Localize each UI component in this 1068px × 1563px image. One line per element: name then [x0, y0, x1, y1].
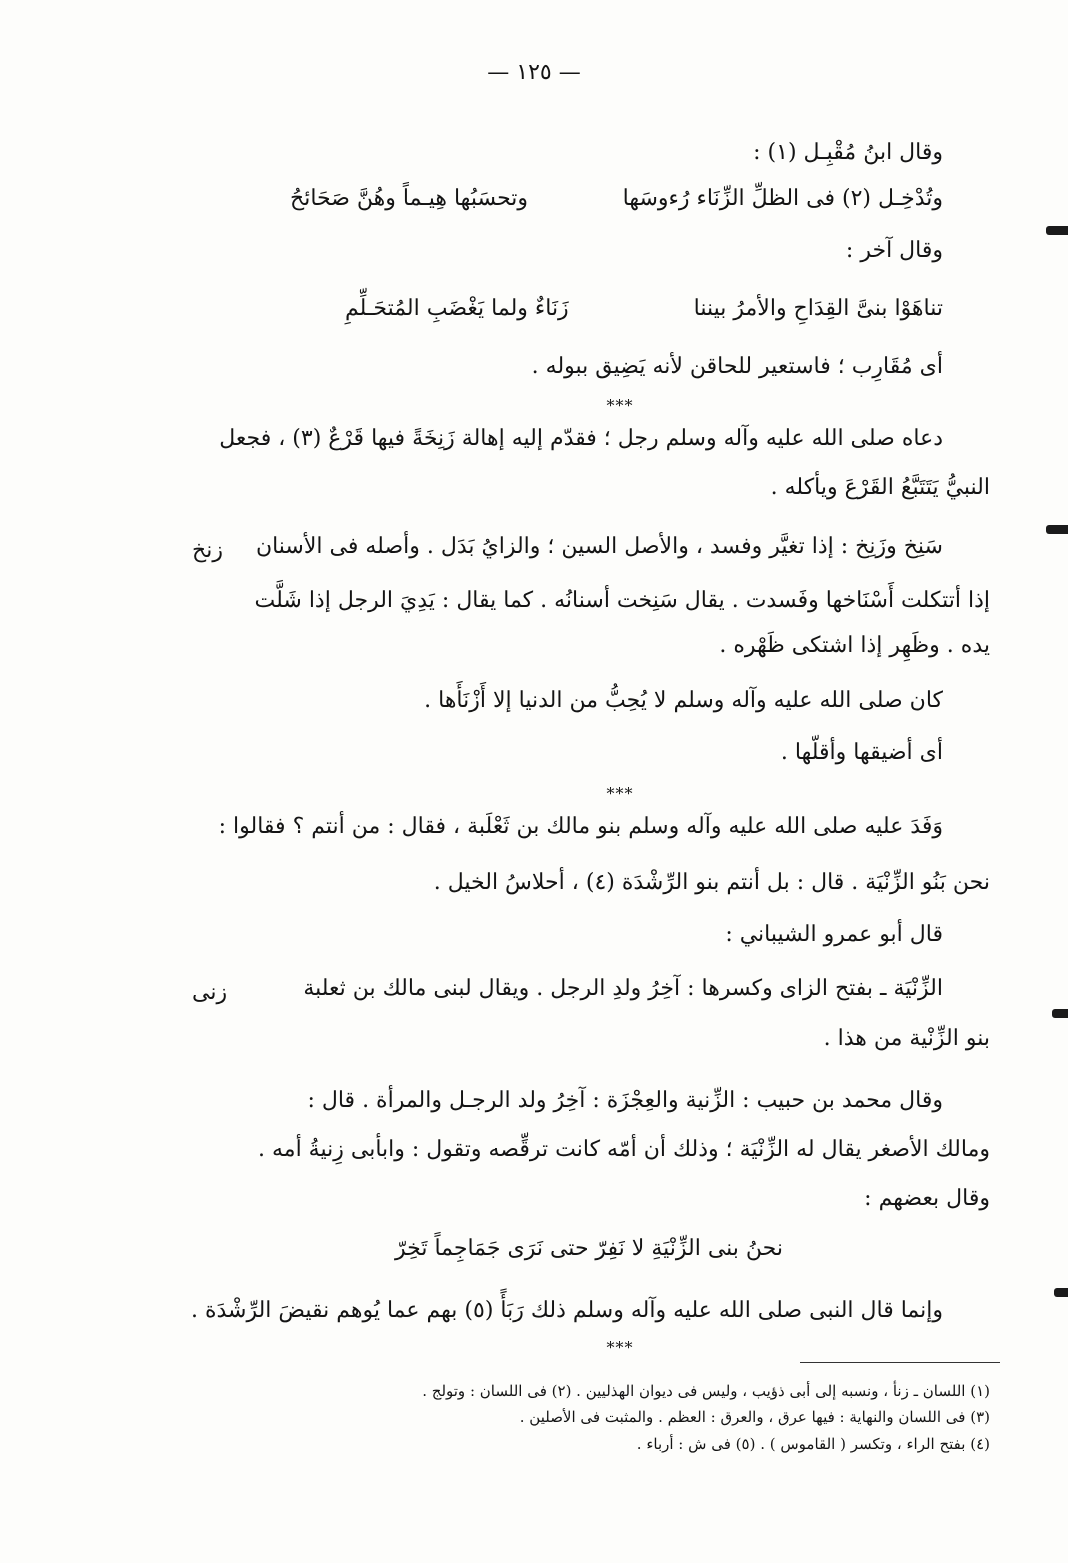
verse-hemistich-first: تناهَوْا بنىَّ القِدَاحِ والأمرُ بيننا — [693, 296, 943, 321]
text-line: بنو الزِّنْية من هذا . — [823, 1026, 990, 1051]
section-separator: *** — [606, 1338, 634, 1357]
text-line: يده . وظَهِر إذا اشتكى ظَهْره . — [719, 633, 990, 658]
text-line: أى مُقَارِب ؛ فاستعير للحاقن لأنه يَضِيق ببوله . — [531, 354, 943, 379]
verse-hemistich-second: وتحسَبُها هِيـماً وهُنَّ صَحَائحُ — [290, 186, 529, 211]
text-line: الزِّنْيَة ـ بفتح الزاى وكسرها : آخِرُ ولدِ الرجل . ويقال لبنى مالك بن ثعلبة — [303, 976, 943, 1001]
text-line: سَنِخ وزَنِخ : إذا تغيَّر وفسد ، والأصل السين ؛ والزايُ بَدَل . وأصله فى الأسنان — [255, 534, 943, 559]
footnote: (٤) بفتح الراء ، وتكسر ( القاموس ) . (٥) فى ش : أرباء . — [636, 1435, 990, 1453]
text-line: ومالك الأصغر يقال له الزِّنْيَة ؛ وذلك أن أمّه كانت ترقِّصه وتقول : وابأبى زِنيةُ أمه . — [258, 1137, 990, 1162]
text-line: قال أبو عمرو الشيباني : — [725, 922, 943, 947]
page-edge-mark — [1046, 525, 1068, 534]
verse-hemistich-second: حتى نَرَى جَمَاجِماً تَخِرّ — [395, 1236, 589, 1261]
text-line: إذا أتتكلت أَسْنَاخها وفَسدت . يقال سَنِخت أسنانُه . كما يقال : يَدِيَ الرجل إذا شَلَّت — [254, 588, 990, 613]
text-line: أى أضيقها وأقلّها . — [780, 740, 943, 765]
footnote: (١) اللسان ـ زنأ ، ونسبه إلى أبى ذؤيب ، وليس فى ديوان الهذليين . (٢) فى اللسان : وتولج . — [422, 1382, 990, 1400]
footnote: (٣) فى اللسان والنهاية : فيها عرق ، والعرق : العظم . والمثبت فى الأصلين . — [519, 1408, 990, 1426]
text-line: وقال محمد بن حبيب : الزِّنية والعِجْزَة : آخِرُ ولد الرجـل والمرأة . قال : — [307, 1088, 943, 1113]
page-edge-mark — [1054, 1288, 1068, 1297]
text-line: النبيُّ يَتَتَبَّعُ القَرْعَ ويأكله . — [770, 475, 990, 500]
footnote-rule — [800, 1362, 1000, 1363]
text-line: وقال بعضهم : — [864, 1186, 990, 1211]
text-line: نحن بَنُو الزِّنْيَة . قال : بل أنتم بنو الرِّشْدَة (٤) ، أحلاسُ الخيل . — [433, 870, 990, 895]
page-edge-mark — [1052, 1009, 1068, 1018]
verse-hemistich-first: نحنُ بنى الزِّنْيَةِ لا نَفِرّ — [595, 1236, 783, 1261]
section-separator: *** — [606, 396, 634, 415]
text-line: وإنما قال النبى صلى الله عليه وآله وسلم ذلك رَبَأً (٥) بهم عما يُوهم نقيضَ الرِّشْدَة . — [190, 1298, 943, 1323]
section-separator: *** — [606, 784, 634, 803]
page-number: — ١٢٥ — — [487, 60, 581, 85]
verse-hemistich-first: وتُدْخِـل (٢) فى الظلِّ الزِّنَاء رُءوسَها — [622, 186, 943, 211]
page-edge-mark — [1046, 226, 1068, 235]
text-line: كان صلى الله عليه وآله وسلم لا يُحِبُّ من الدنيا إلا أَزْنَأَها . — [424, 688, 943, 713]
text-line: وَفَدَ عليه صلى الله عليه وآله وسلم بنو مالك بن ثَعْلَبة ، فقال : من أنتم ؟ فقالوا : — [218, 814, 943, 839]
text-line: وقال آخر : — [845, 238, 943, 263]
text-line: وقال ابنُ مُقْبِـل (١) : — [753, 140, 943, 165]
lexical-root-marker: زنخ — [192, 538, 223, 563]
text-line: دعاه صلى الله عليه وآله وسلم رجل ؛ فقدّم إليه إهالة زَنِخَةً فيها قَرْعٌ (٣) ، فجعل — [219, 426, 943, 451]
verse-hemistich-second: زَنَاءٌ ولما يَغْضَبِ المُتحَـلِّمِ — [345, 296, 569, 321]
lexical-root-marker: زنى — [192, 980, 228, 1005]
